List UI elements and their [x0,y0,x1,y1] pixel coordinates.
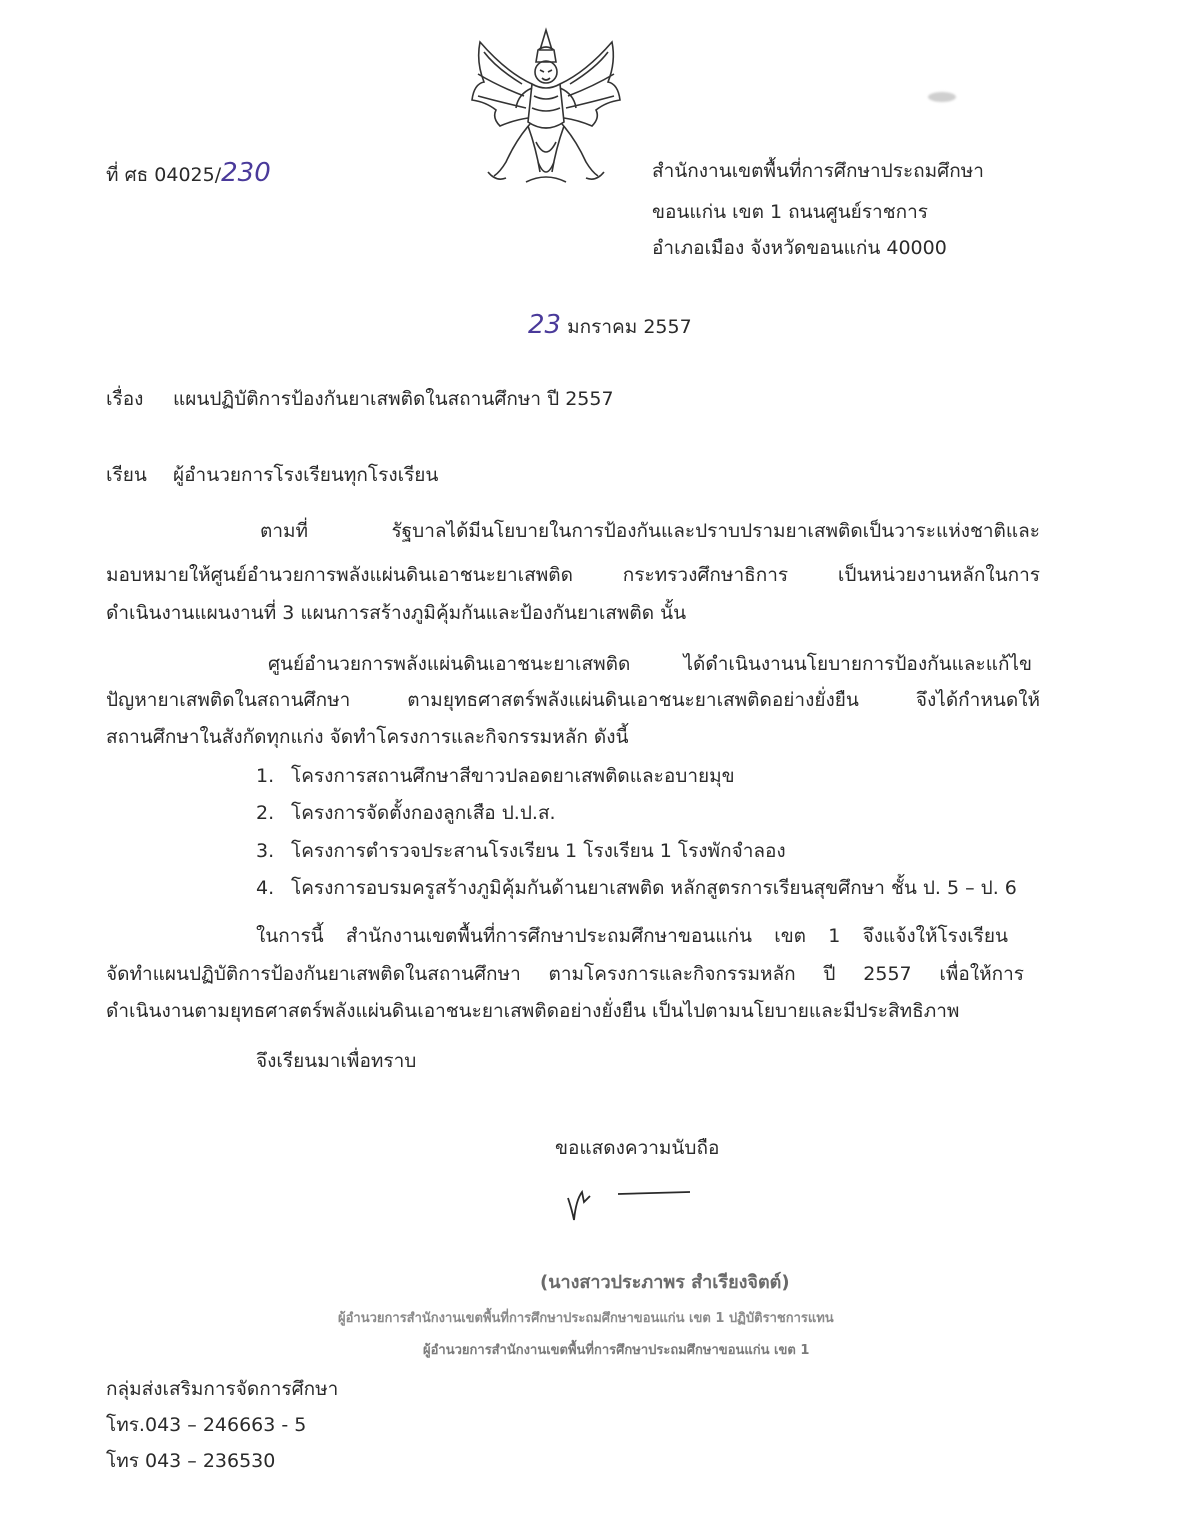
footer-department: กลุ่มส่งเสริมการจัดการศึกษา [106,1378,339,1400]
list-item-text: โครงการสถานศึกษาสีขาวปลอดยาเสพติดและอบายมุข [291,765,735,787]
list-item-number: 2. [256,802,275,824]
para3-line-1: ในการนี้ สำนักงานเขตพื้นที่การศึกษาประถมศึกษาขอนแก่น เขต 1 จึงแจ้งให้โรงเรียน [256,925,1008,947]
list-item-text: โครงการตำรวจประสานโรงเรียน 1 โรงเรียน 1 โรงพักจำลอง [291,840,786,862]
subject-text: แผนปฏิบัติการป้องกันยาเสพติดในสถานศึกษา ปี 2557 [173,388,614,410]
addressee-label: เรียน [106,464,147,486]
para3-line-2: จัดทำแผนปฏิบัติการป้องกันยาเสพติดในสถานศึกษา ตามโครงการและกิจกรรมหลัก ปี 2557 เพื่อให้การ [106,963,1024,985]
office-line-2: ขอนแก่น เขต 1 ถนนศูนย์ราชการ [652,201,928,223]
para1-line-1: ตามที่ รัฐบาลได้มีนโยบายในการป้องกันและปราบปรามยาเสพติดเป็นวาระแห่งชาติและ [260,520,1040,542]
signatory-title-line-2: ผู้อำนวยการสำนักงานเขตพื้นที่การศึกษาประถมศึกษาขอนแก่น เขต 1 [423,1343,810,1358]
date-day-handwritten: 23 [528,310,562,340]
para2-line-2: ปัญหายาเสพติดในสถานศึกษา ตามยุทธศาสตร์พลังแผ่นดินเอาชนะยาเสพติดอย่างยั่งยืน จึงได้กำหนดให้ [106,689,1040,711]
closing-text: จึงเรียนมาเพื่อทราบ [256,1050,417,1072]
list-item-number: 1. [256,765,275,787]
footer-phone-1: โทร.043 – 246663 - 5 [106,1414,307,1436]
reference-prefix: ที่ ศธ 04025/ [106,164,222,186]
garuda-emblem-icon [466,22,626,192]
list-item-number: 3. [256,840,275,862]
list-item-text: โครงการอบรมครูสร้างภูมิคุ้มกันด้านยาเสพติด หลักสูตรการเรียนสุขศึกษา ชั้น ป. 5 – ป. 6 [291,877,1017,899]
regards-text: ขอแสดงความนับถือ [555,1137,720,1159]
subject-label: เรื่อง [106,388,144,410]
para2-line-1: ศูนย์อำนวยการพลังแผ่นดินเอาชนะยาเสพติด ได้ดำเนินงานนโยบายการป้องกันและแก้ไข [268,653,1032,675]
para2-line-3: สถานศึกษาในสังกัดทุกแก่ง จัดทำโครงการและกิจกรรมหลัก ดังนี้ [106,726,629,748]
list-item-number: 4. [256,877,275,899]
list-item-text: โครงการจัดตั้งกองลูกเสือ ป.ป.ส. [291,802,556,824]
date-month-year: มกราคม 2557 [567,316,692,338]
footer-phone-2: โทร 043 – 236530 [106,1450,276,1472]
reference-number [106,160,271,188]
reference-number-handwritten: 230 [221,158,271,188]
signatory-name: (นางสาวประภาพร สำเรียงจิตต์) [540,1272,790,1293]
para3-line-3: ดำเนินงานตามยุทธศาสตร์พลังแผ่นดินเอาชนะยาเสพติดอย่างยั่งยืน เป็นไปตามนโยบายและมีประสิทธิภาพ [106,1000,960,1022]
handwritten-signature [560,1180,700,1225]
addressee-text: ผู้อำนวยการโรงเรียนทุกโรงเรียน [173,464,439,486]
office-line-3: อำเภอเมือง จังหวัดขอนแก่น 40000 [652,237,947,259]
para1-line-3: ดำเนินงานแผนงานที่ 3 แผนการสร้างภูมิคุ้มกันและป้องกันยาเสพติด นั้น [106,602,687,624]
para1-line-2: มอบหมายให้ศูนย์อำนวยการพลังแผ่นดินเอาชนะยาเสพติด กระทรวงศึกษาธิการ เป็นหน่วยงานหลักในการ [106,564,1040,586]
letter-date [528,312,692,340]
office-line-1: สำนักงานเขตพื้นที่การศึกษาประถมศึกษา [652,160,984,182]
signatory-title-line-1: ผู้อำนวยการสำนักงานเขตพื้นที่การศึกษาประถมศึกษาขอนแก่น เขต 1 ปฏิบัติราชการแทน [338,1311,834,1326]
scan-smudge [928,92,956,102]
